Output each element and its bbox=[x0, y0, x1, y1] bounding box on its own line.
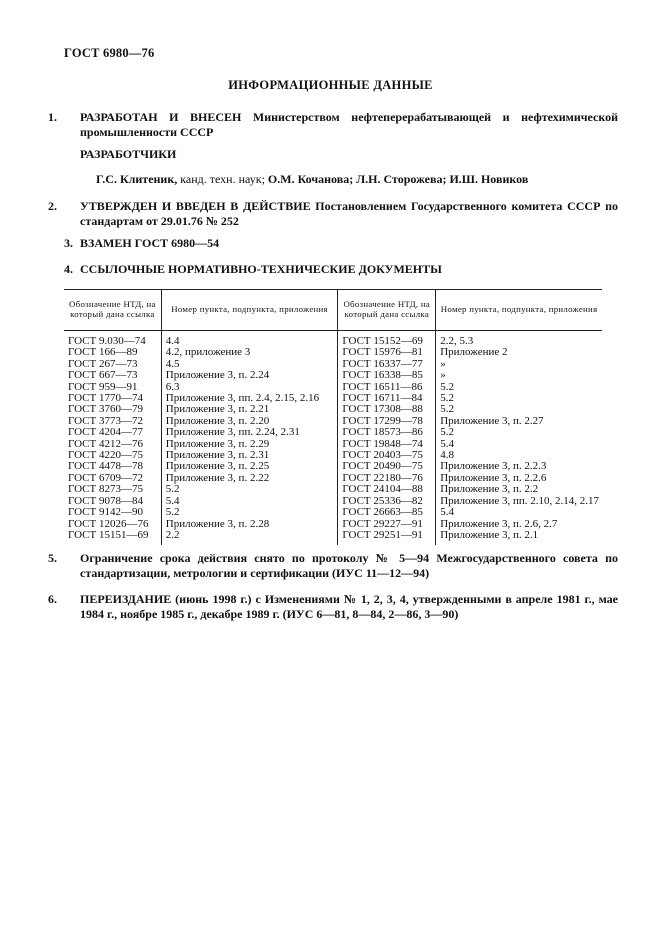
section-5 bbox=[48, 551, 618, 581]
right-item-cell: 5.2 bbox=[436, 404, 602, 415]
table-row bbox=[64, 496, 602, 507]
table-row bbox=[64, 416, 602, 427]
section-1-number: 1. bbox=[48, 110, 57, 124]
left-item-cell: Приложение 3, п. 2.28 bbox=[161, 519, 338, 530]
left-doc-cell: ГОСТ 6709—72 bbox=[68, 471, 143, 484]
table-row bbox=[64, 530, 602, 545]
section-6-number: 6. bbox=[48, 592, 57, 606]
section-3 bbox=[64, 236, 602, 251]
document-code: ГОСТ 6980—76 bbox=[64, 46, 155, 60]
left-item-cell: Приложение 3, п. 2.25 bbox=[161, 461, 338, 472]
left-item-cell: Приложение 3, пп. 2.24, 2.31 bbox=[161, 427, 338, 438]
table-row bbox=[64, 370, 602, 381]
table-body bbox=[64, 331, 602, 546]
developer-degree: канд. техн. наук; bbox=[180, 172, 265, 186]
left-doc-cell: ГОСТ 12026—76 bbox=[68, 517, 149, 530]
left-item-cell: 4.4 bbox=[161, 331, 338, 348]
left-item-cell: 6.3 bbox=[161, 382, 338, 393]
left-doc-cell: ГОСТ 3773—72 bbox=[68, 414, 143, 427]
section-4-number: 4. bbox=[64, 262, 73, 276]
right-doc-cell: ГОСТ 29251—91 bbox=[338, 530, 436, 545]
table-row bbox=[64, 507, 602, 518]
left-doc-cell: ГОСТ 9078—84 bbox=[68, 494, 143, 507]
header-item-right: Номер пункта, подпункта, приложения bbox=[436, 290, 602, 331]
left-doc-cell: ГОСТ 4204—77 bbox=[68, 426, 143, 439]
left-doc-cell: ГОСТ 267—73 bbox=[68, 357, 138, 370]
developers-heading: РАЗРАБОТЧИКИ bbox=[80, 147, 177, 161]
left-item-cell: 5.4 bbox=[161, 496, 338, 507]
right-item-cell: 5.2 bbox=[436, 427, 602, 438]
left-doc-cell: ГОСТ 667—73 bbox=[68, 369, 138, 382]
left-doc-cell: ГОСТ 166—89 bbox=[68, 346, 138, 359]
right-item-cell: Приложение 3, п. 2.1 bbox=[436, 530, 602, 545]
left-item-cell: Приложение 3, п. 2.24 bbox=[161, 370, 338, 381]
right-doc-cell: ГОСТ 17299—78 bbox=[338, 416, 436, 427]
right-item-cell: Приложение 2 bbox=[436, 347, 602, 358]
left-doc-cell: ГОСТ 4212—76 bbox=[68, 437, 143, 450]
section-2 bbox=[48, 199, 619, 229]
table-row bbox=[64, 359, 602, 370]
left-doc-cell: ГОСТ 4478—78 bbox=[68, 460, 143, 473]
header-ntd-left: Обозначение НТД, на который дана ссылка bbox=[64, 290, 161, 331]
left-item-cell: Приложение 3, п. 2.31 bbox=[161, 450, 338, 461]
table-row bbox=[64, 393, 602, 404]
section-1-lead: РАЗРАБОТАН И ВНЕСЕН bbox=[80, 110, 242, 124]
table-row bbox=[64, 347, 602, 358]
right-doc-cell: ГОСТ 16338—85 bbox=[338, 370, 436, 381]
right-item-cell: Приложение 3, п. 2.6, 2.7 bbox=[436, 519, 602, 530]
reference-documents-table bbox=[64, 289, 602, 545]
developer-lead: Г.С. Клитеник, bbox=[96, 172, 178, 186]
section-3-number: 3. bbox=[64, 236, 73, 250]
left-item-cell: Приложение 3, п. 2.20 bbox=[161, 416, 338, 427]
left-item-cell: Приложение 3, п. 2.22 bbox=[161, 473, 338, 484]
header-item-left: Номер пункта, подпункта, приложения bbox=[161, 290, 338, 331]
right-doc-cell: ГОСТ 16511—86 bbox=[338, 382, 436, 393]
left-item-cell: Приложение 3, п. 2.29 bbox=[161, 439, 338, 450]
left-item-cell: Приложение 3, п. 2.21 bbox=[161, 404, 338, 415]
right-doc-cell: ГОСТ 17308—88 bbox=[338, 404, 436, 415]
right-item-cell: » bbox=[436, 370, 602, 381]
table-row bbox=[64, 439, 602, 450]
right-doc-cell: ГОСТ 15152—69 bbox=[338, 331, 436, 348]
right-doc-cell: ГОСТ 20490—75 bbox=[338, 461, 436, 472]
section-5-text: Ограничение срока действия снято по протоколу № 5—94 Межгосударственного совета по стандартизации, метрологии и сертификации (ИУС 11—12—94) bbox=[80, 551, 618, 580]
right-doc-cell: ГОСТ 24104—88 bbox=[338, 484, 436, 495]
section-4 bbox=[64, 262, 602, 277]
section-6-text: (июнь 1998 г.) с Изменениями № 1, 2, 3, 4, утвержденными в апреле 1981 г., мае 1984 г., ноябре 1985 г., декабре 1989 г. (ИУС 6—81, 8—84, 2—86, 3—90) bbox=[80, 592, 618, 621]
right-item-cell: » bbox=[436, 359, 602, 370]
right-item-cell: 5.2 bbox=[436, 382, 602, 393]
right-item-cell: Приложение 3, п. 2.2.6 bbox=[436, 473, 602, 484]
left-doc-cell: ГОСТ 8273—75 bbox=[68, 483, 143, 496]
left-item-cell: 2.2 bbox=[161, 530, 338, 545]
section-6-lead: ПЕРЕИЗДАНИЕ bbox=[80, 592, 172, 606]
right-doc-cell: ГОСТ 19848—74 bbox=[338, 439, 436, 450]
left-doc-cell: ГОСТ 1770—74 bbox=[68, 392, 143, 405]
right-item-cell: Приложение 3, п. 2.27 bbox=[436, 416, 602, 427]
header-ntd-right: Обозначение НТД, на который дана ссылка bbox=[338, 290, 436, 331]
right-item-cell: Приложение 3, пп. 2.10, 2.14, 2.17 bbox=[436, 496, 602, 507]
right-item-cell: 5.4 bbox=[436, 507, 602, 518]
right-item-cell: Приложение 3, п. 2.2 bbox=[436, 484, 602, 495]
table-row bbox=[64, 382, 602, 393]
left-item-cell: 4.5 bbox=[161, 359, 338, 370]
left-doc-cell: ГОСТ 4220—75 bbox=[68, 449, 143, 462]
left-item-cell: 5.2 bbox=[161, 507, 338, 518]
left-doc-cell: ГОСТ 959—91 bbox=[68, 380, 138, 393]
right-doc-cell: ГОСТ 20403—75 bbox=[338, 450, 436, 461]
left-item-cell: Приложение 3, пп. 2.4, 2.15, 2.16 bbox=[161, 393, 338, 404]
section-2-lead: УТВЕРЖДЕН И ВВЕДЕН В ДЕЙСТВИЕ bbox=[80, 199, 311, 213]
developers-list bbox=[64, 172, 602, 187]
table-row bbox=[64, 427, 602, 438]
right-item-cell: Приложение 3, п. 2.2.3 bbox=[436, 461, 602, 472]
right-item-cell: 5.2 bbox=[436, 393, 602, 404]
page-title: ИНФОРМАЦИОННЫЕ ДАННЫЕ bbox=[228, 78, 433, 92]
left-doc-cell: ГОСТ 3760—79 bbox=[68, 403, 143, 416]
section-4-text: ССЫЛОЧНЫЕ НОРМАТИВНО-ТЕХНИЧЕСКИЕ ДОКУМЕНТЫ bbox=[80, 262, 442, 276]
right-doc-cell: ГОСТ 16337—77 bbox=[338, 359, 436, 370]
section-2-number: 2. bbox=[48, 199, 57, 213]
right-item-cell: 5.4 bbox=[436, 439, 602, 450]
section-2-text: Постановлением Государственного комитета СССР по стандартам от 29.01.76 № 252 bbox=[80, 199, 619, 228]
section-1 bbox=[48, 110, 618, 140]
left-doc-cell: ГОСТ 9.030—74 bbox=[68, 335, 146, 347]
section-1-text: Министерством нефтеперерабатывающей и нефтехимической промышленности СССР bbox=[80, 110, 618, 139]
right-doc-cell: ГОСТ 18573—86 bbox=[338, 427, 436, 438]
right-doc-cell: ГОСТ 29227—91 bbox=[338, 519, 436, 530]
right-doc-cell: ГОСТ 22180—76 bbox=[338, 473, 436, 484]
section-3-text: ВЗАМЕН ГОСТ 6980—54 bbox=[80, 236, 220, 250]
table-row bbox=[64, 484, 602, 495]
left-item-cell: 5.2 bbox=[161, 484, 338, 495]
right-item-cell: 4.8 bbox=[436, 450, 602, 461]
table-header-row bbox=[64, 290, 602, 331]
right-doc-cell: ГОСТ 26663—85 bbox=[338, 507, 436, 518]
right-doc-cell: ГОСТ 16711—84 bbox=[338, 393, 436, 404]
table-row bbox=[64, 331, 602, 348]
right-doc-cell: ГОСТ 25336—82 bbox=[338, 496, 436, 507]
right-item-cell: 2.2, 5.3 bbox=[436, 331, 602, 348]
section-6 bbox=[48, 592, 618, 622]
right-doc-cell: ГОСТ 15976—81 bbox=[338, 347, 436, 358]
section-5-number: 5. bbox=[48, 551, 57, 565]
left-item-cell: 4.2, приложение 3 bbox=[161, 347, 338, 358]
developers-rest: О.М. Кочанова; Л.Н. Сторожева; И.Ш. Новиков bbox=[267, 172, 529, 186]
left-doc-cell: ГОСТ 9142—90 bbox=[68, 506, 143, 519]
left-doc-cell: ГОСТ 15151—69 bbox=[68, 528, 149, 541]
